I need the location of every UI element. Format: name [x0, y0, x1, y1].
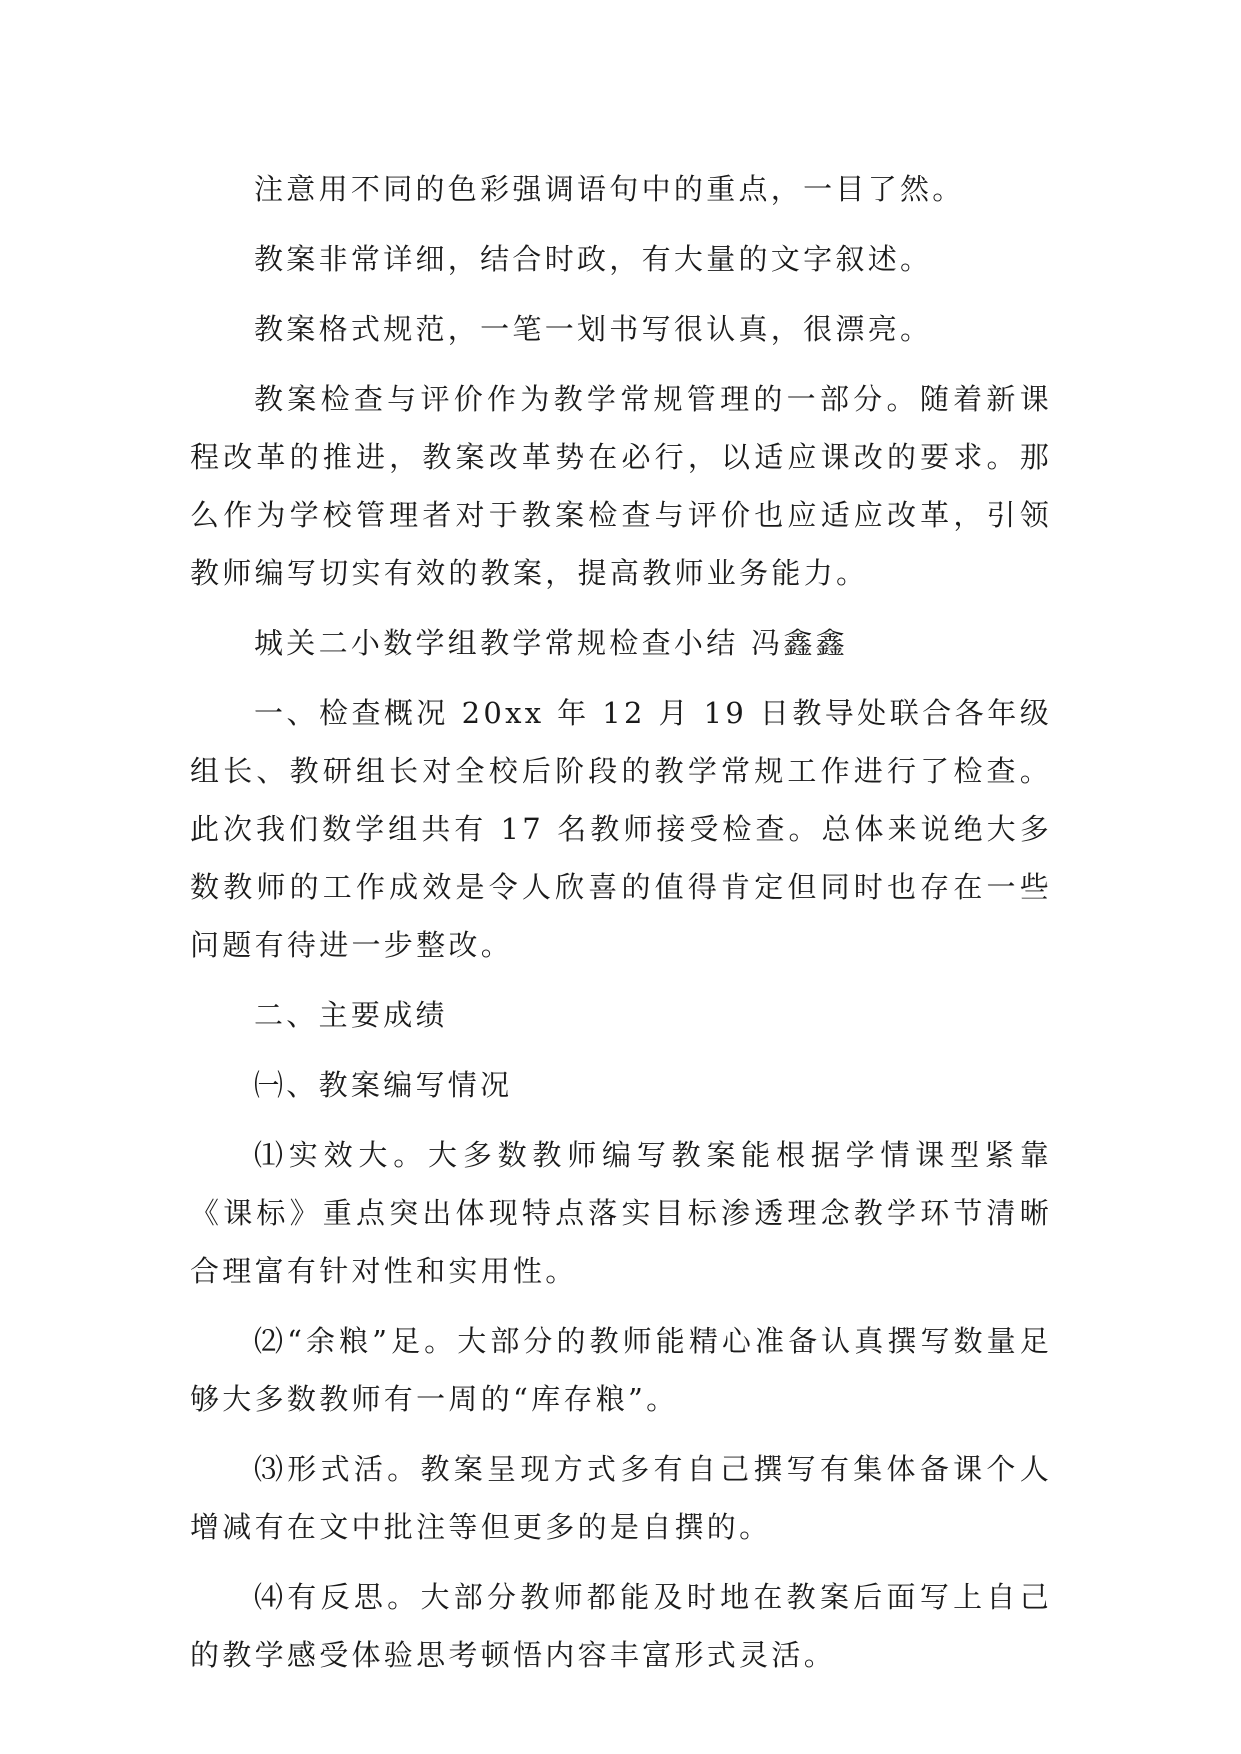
section-title-summary: 城关二小数学组教学常规检查小结 冯鑫鑫 [254, 626, 848, 660]
list-item-flexible-form: ⑶形式活。教案呈现方式多有自己撰写有集体备课个人增减有在文中批注等但更多的是自撰的。 [190, 1452, 1052, 1544]
paragraph-format-standard: 教案格式规范，一笔一划书写很认真，很漂亮。 [254, 312, 933, 346]
paragraph-color-emphasis: 注意用不同的色彩强调语句中的重点，一目了然。 [254, 172, 965, 206]
list-item-effective: ⑴实效大。大多数教师编写教案能根据学情课型紧靠《课标》重点突出体现特点落实目标渗透理念教学环节清晰合理富有针对性和实用性。 [190, 1138, 1052, 1288]
subheading-lesson-plans: ㈠、教案编写情况 [254, 1068, 513, 1102]
heading-main-achievements: 二、主要成绩 [254, 998, 448, 1032]
paragraph-inspection-overview: 一、检查概况 20xx 年 12 月 19 日教导处联合各年级组长、教研组长对全校后阶段的教学常规工作进行了检查。此次我们数学组共有 17 名教师接受检查。总体来说绝大多数教师的工作成效是令人欣喜的值得肯定但同时也存在一些问题有待进一步整改。 [190, 696, 1052, 962]
list-item-reflection: ⑷有反思。大部分教师都能及时地在教案后面写上自己的教学感受体验思考顿悟内容丰富形式灵活。 [190, 1580, 1052, 1672]
paragraph-inspection-evaluation: 教案检查与评价作为教学常规管理的一部分。随着新课程改革的推进，教案改革势在必行，以适应课改的要求。那么作为学校管理者对于教案检查与评价也应适应改革，引领教师编写切实有效的教案，提高教师业务能力。 [190, 382, 1052, 590]
document-body [190, 160, 1052, 1696]
paragraph-detailed-plans: 教案非常详细，结合时政，有大量的文字叙述。 [254, 242, 933, 276]
list-item-sufficient: ⑵“余粮”足。大部分的教师能精心准备认真撰写数量足够大多数教师有一周的“库存粮”。 [190, 1324, 1052, 1416]
